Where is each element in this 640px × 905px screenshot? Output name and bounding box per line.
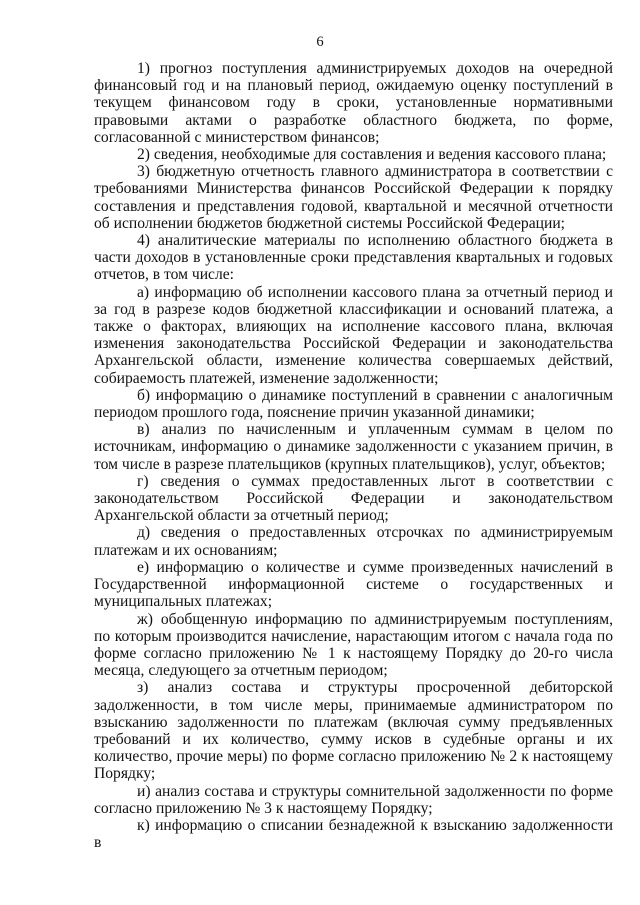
paragraph-4i-doubtful-debt: и) анализ состава и структуры сомнительной задолженности по форме согласно приложению № 3 к настоящему Порядку; bbox=[94, 782, 613, 817]
paragraph-4-analytical-materials: 4) аналитические материалы по исполнению областного бюджета в части доходов в установленные сроки представления квартальных и годовых отчетов, в том числе: bbox=[94, 232, 613, 284]
paragraph-1-forecast: 1) прогноз поступления администрируемых доходов на очередной финансовый год и на плановый период, ожидаемую оценку поступлений в текущем финансовом году в сроки, установленные нормативными правовыми актами о разработке областного бюджета, по форме, согласованной с министерством финансов; bbox=[94, 60, 613, 146]
paragraph-4b-revenue-dynamics: б) информацию о динамике поступлений в сравнении с аналогичным периодом прошлого года, пояснение причин указанной динамики; bbox=[94, 386, 613, 422]
paragraph-4f-gis-accruals: е) информацию о количестве и сумме произведенных начислений в Государственной информационной системе о государственных и муниципальных платежах; bbox=[94, 558, 613, 611]
paragraph-4g-summary-info: ж) обобщенную информацию по администрируемым поступлениям, по которым производится начисление, нарастающим итогом с начала года по форме согласно приложению № 1 к настоящему Порядку до 20-го числа месяца, следующего за отчетным периодом; bbox=[94, 610, 613, 680]
paragraph-2-cash-plan: 2) сведения, необходимые для составления и ведения кассового плана; bbox=[137, 146, 607, 164]
paragraph-4a-cash-plan-execution: а) информацию об исполнении кассового плана за отчетный период и за год в разрезе кодов бюджетной классификации и оснований платежа, а также о факторах, влияющих на исполнение кассового плана, включая изменения законодательства Российской Федерации и законодательства Архангельской области, изменение количества совершаемых действий, собираемость платежей, изменение задолженности; bbox=[94, 283, 613, 387]
paragraph-4d-benefits: г) сведения о суммах предоставленных льгот в соответствии с законодательством Российской Федерации и законодательством Архангельской области за отчетный период; bbox=[94, 472, 613, 525]
document-body bbox=[94, 60, 613, 851]
paragraph-4e-deferrals: д) сведения о предоставленных отсрочках по администрируемым платежам и их основаниям; bbox=[94, 524, 613, 559]
paragraph-4j-bad-debt-writeoff: к) информацию о списании безнадежной к взысканию задолженности в bbox=[94, 816, 613, 852]
paragraph-4h-overdue-receivables: з) анализ состава и структуры просроченной дебиторской задолженности, в том числе меры, принимаемые администратором по взысканию задолженности по платежам (включая сумму предъявленных требований и их количество, сумму исков в судебные органы и их количество, прочие меры) по форме согласно приложению № 2 к настоящему Порядку; bbox=[94, 679, 613, 783]
paragraph-4c-accrued-paid-analysis: в) анализ по начисленным и уплаченным суммам в целом по источникам, информацию о динамике задолженности с указанием причин, в том числе в разрезе плательщиков (крупных плательщиков), услуг, объектов; bbox=[94, 421, 613, 473]
paragraph-3-budget-reporting: 3) бюджетную отчетность главного администратора в соответствии с требованиями Министерства финансов Российской Федерации к порядку составления и представления годовой, квартальной и месячной отчетности об исполнении бюджетов бюджетной системы Российской Федерации; bbox=[94, 163, 613, 232]
page-number: 6 bbox=[316, 34, 324, 50]
